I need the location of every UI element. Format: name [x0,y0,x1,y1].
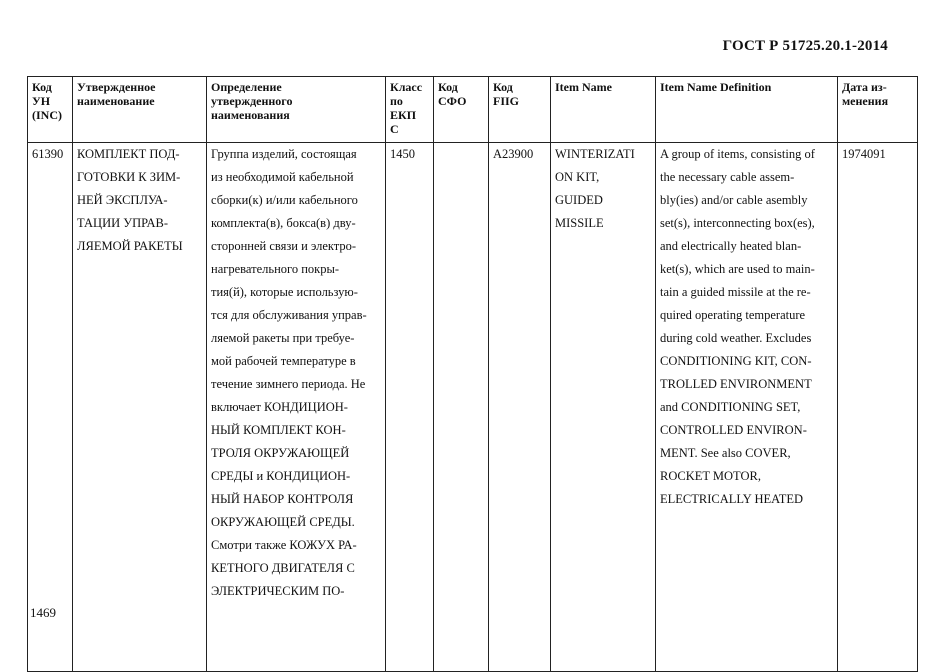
header-line: Определение [211,80,282,94]
header-row [28,77,918,143]
header-cell-definition [207,77,386,143]
cell-line: ГОТОВКИ К ЗИМ- [77,170,181,184]
cell-line: TROLLED ENVIRONMENT [660,377,812,391]
cell-line: ТРОЛЯ ОКРУЖАЮЩЕЙ [211,446,350,460]
cell-line: КЕТНОГО ДВИГАТЕЛЯ С [211,561,355,575]
cell-line: ЛЯЕМОЙ РАКЕТЫ [77,239,183,253]
cell-line: and electrically heated blan- [660,239,802,253]
cell-fiig [489,143,551,672]
cell-line: сторонней связи и электро- [211,239,357,253]
cell-line: ОКРУЖАЮЩЕЙ СРЕДЫ. [211,515,355,529]
cell-item-name-definition [656,143,838,672]
header-line: Код [32,80,52,94]
cell-inc [28,143,73,672]
cell-line: tain a guided missile at the re- [660,285,811,299]
header-line: Дата из- [842,80,887,94]
cell-line: quired operating temperature [660,308,806,322]
cell-line: MENT. See also COVER, [660,446,791,460]
cell-line: ROCKET MOTOR, [660,469,761,483]
header-line: менения [842,94,889,108]
cell-sfo [434,143,489,672]
cell-line: СРЕДЫ и КОНДИЦИОН- [211,469,351,483]
header-line: FIIG [493,94,520,108]
classification-table [27,76,918,672]
header-line: (INC) [32,108,62,122]
cell-definition [207,143,386,672]
header-line: С [390,122,399,136]
cell-line: ляемой ракеты при требуе- [211,331,355,345]
cell-line: A23900 [493,147,534,161]
header-cell-date [838,77,918,143]
header-line: по [390,94,403,108]
header-line: Утвержденное [77,80,156,94]
cell-line: включает КОНДИЦИОН- [211,400,348,414]
cell-approved-name [73,143,207,672]
cell-line: НЫЙ НАБОР КОНТРОЛЯ [211,492,354,506]
header-line: УН [32,94,51,108]
cell-line: комплекта(в), бокса(в) дву- [211,216,356,230]
cell-line: CONDITIONING KIT, CON- [660,354,812,368]
header-line: Класс [390,80,423,94]
cell-item-name [551,143,656,672]
header-cell-fiig [489,77,551,143]
cell-line: Смотри также КОЖУХ РА- [211,538,357,552]
cell-line: CONTROLLED ENVIRON- [660,423,807,437]
cell-line: из необходимой кабельной [211,170,354,184]
header-line: Код [493,80,513,94]
cell-line: НЫЙ КОМПЛЕКТ КОН- [211,423,346,437]
cell-line: мой рабочей температуре в [211,354,356,368]
header-cell-approved-name [73,77,207,143]
cell-line: the necessary cable assem- [660,170,795,184]
cell-line: ON KIT, [555,170,600,184]
cell-line: GUIDED [555,193,603,207]
cell-line: тся для обслуживания управ- [211,308,367,322]
cell-line: A group of items, consisting of [660,147,815,161]
header-line: наименования [211,108,290,122]
cell-line: нагревательного покры- [211,262,340,276]
header-cell-class [386,77,434,143]
cell-line: течение зимнего периода. Не [211,377,366,391]
cell-line: 1974091 [842,147,886,161]
cell-line: and CONDITIONING SET, [660,400,801,414]
cell-line: НЕЙ ЭКСПЛУА- [77,193,168,207]
header-line: наименование [77,94,155,108]
header-line: утвержденного [211,94,293,108]
cell-line: 61390 [32,147,64,161]
table-row [28,143,918,672]
cell-line: during cold weather. Excludes [660,331,812,345]
cell-line: ТАЦИИ УПРАВ- [77,216,169,230]
cell-line: WINTERIZATI [555,147,635,161]
header-cell-inc [28,77,73,143]
header-cell-sfo [434,77,489,143]
cell-line: тия(й), которые использую- [211,285,358,299]
cell-line: Группа изделий, состоящая [211,147,357,161]
cell-line: ket(s), which are used to main- [660,262,815,276]
header-line: ЕКП [390,108,417,122]
cell-line: сборки(к) и/или кабельного [211,193,358,207]
cell-line: КОМПЛЕКТ ПОД- [77,147,180,161]
cell-line: set(s), interconnecting box(es), [660,216,815,230]
header-line: Item Name [555,80,612,94]
header-line: Item Name Definition [660,80,772,94]
document-code: ГОСТ Р 51725.20.1-2014 [722,38,888,54]
cell-date [838,143,918,672]
cell-line: MISSILE [555,216,604,230]
cell-line: ЭЛЕКТРИЧЕСКИМ ПО- [211,584,345,598]
page-number: 1469 [30,605,56,620]
cell-line: 1450 [390,147,415,161]
cell-line: ELECTRICALLY HEATED [660,492,804,506]
cell-class [386,143,434,672]
cell-line: bly(ies) and/or cable asembly [660,193,808,207]
header-line: Код [438,80,458,94]
header-cell-item-name [551,77,656,143]
header-line: СФО [438,94,467,108]
header-cell-item-name-definition [656,77,838,143]
